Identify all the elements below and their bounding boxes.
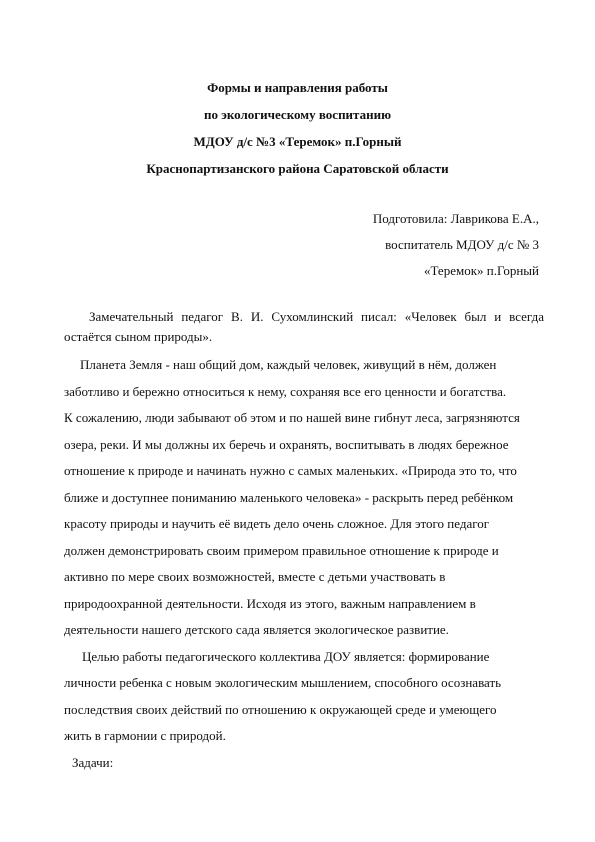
title-line-2: по экологическому воспитанию (203, 107, 392, 122)
title-line-4: Краснопартизанского района Саратовской области (146, 161, 449, 176)
title-line-3: МДОУ д/с №3 «Теремок» п.Горный (193, 134, 402, 149)
body-text (64, 307, 544, 776)
paragraph-2-line-2: личности ребенка с новым экологическим мышлением, способного осознавать (64, 675, 502, 690)
paragraph-1 (64, 352, 544, 644)
paragraph-1-line-10: природоохранной деятельности. Исходя из этого, важным направлением в (64, 595, 476, 611)
paragraph-1-line-11: деятельности нашего детского сада является экологическое развитие. (64, 622, 449, 637)
paragraph-1-line-3: К сожалению, люди забывают об этом и по нашей вине гибнут леса, загрязняются (64, 410, 520, 425)
author-line-3: «Теремок» п.Горный (423, 263, 539, 278)
paragraph-1-line-8: должен демонстрировать своим примером правильное отношение к природе и (64, 542, 499, 558)
paragraph-2-line-3: последствия своих действий по отношению к окружающей среде и умеющего (64, 701, 497, 717)
paragraph-1-line-6: ближе и доступнее пониманию маленького человека» - раскрыть перед ребёнком (64, 489, 514, 505)
paragraph-1-line-1: Планета Земля - наш общий дом, каждый человек, живущий в нём, должен (80, 357, 497, 372)
tasks-label: Задачи: (72, 754, 114, 770)
quote-line-1: Замечательный педагог В. И. Сухомлинский писал: «Человек был и всегда (89, 309, 544, 324)
author-block (373, 206, 539, 284)
author-line-2: воспитатель МДОУ д/с № 3 (385, 237, 539, 252)
paragraph-2-line-1: Целью работы педагогического коллектива ДОУ является: формирование (82, 648, 490, 664)
title-line-1: Формы и направления работы (207, 80, 388, 95)
paragraph-1-line-9: активно по мере своих возможностей, вместе с детьми участвовать в (64, 569, 446, 584)
quote-paragraph (64, 307, 544, 347)
paragraph-2 (64, 644, 544, 750)
document-title (0, 74, 595, 182)
paragraph-2-line-4: жить в гармонии с природой. (64, 728, 226, 743)
paragraph-1-line-7: красоту природы и научить её видеть дело очень сложное. Для этого педагог (64, 516, 490, 531)
paragraph-1-line-4: озера, реки. И мы должны их беречь и охранять, воспитывать в людях бережное (64, 436, 509, 452)
quote-line-2: остаётся сыном природы». (64, 329, 213, 344)
paragraph-1-line-5: отношение к природе и начинать нужно с самых маленьких. «Природа это то, что (64, 463, 517, 478)
paragraph-1-line-2: заботливо и бережно относиться к нему, сохраняя все его ценности и богатства. (64, 383, 507, 399)
author-line-1: Подготовила: Лаврикова Е.А., (372, 211, 539, 226)
